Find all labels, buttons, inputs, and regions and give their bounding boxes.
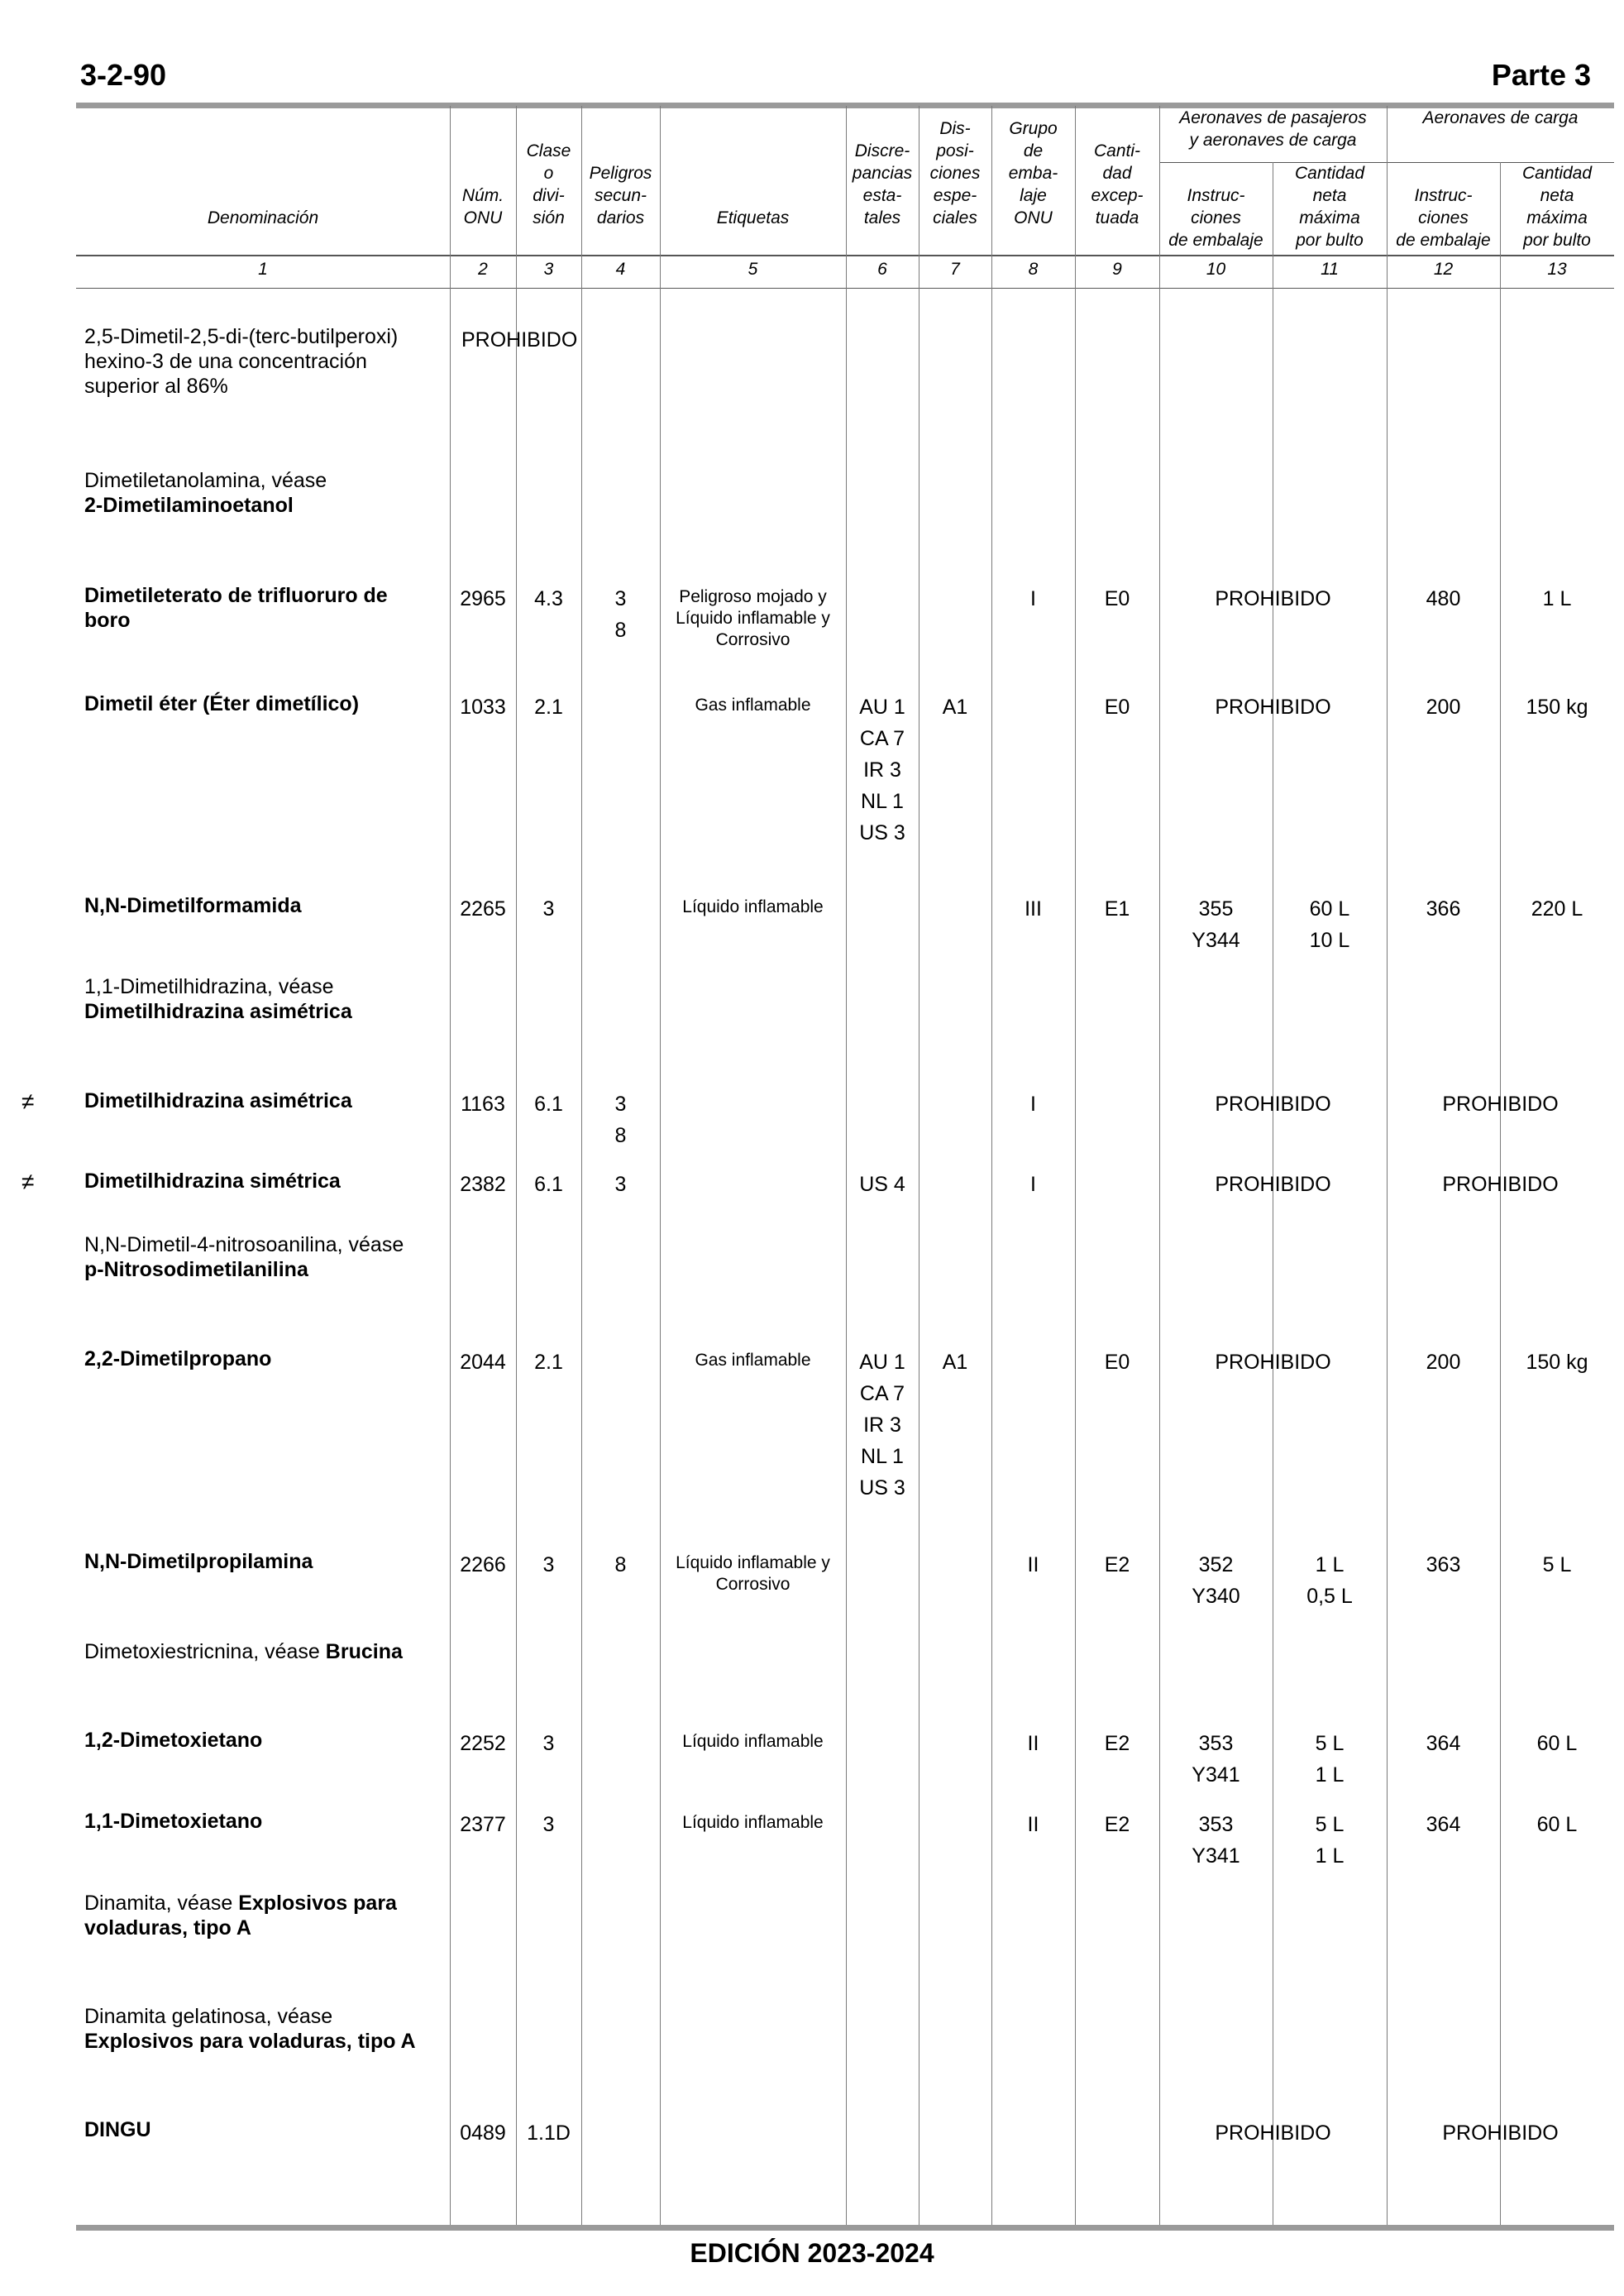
substance-name: Dimetil éter (Éter dimetílico) — [84, 692, 360, 715]
state-variations: AU 1 CA 7 IR 3 NL 1 US 3 — [859, 1351, 905, 1500]
substance-name: DINGU — [84, 2118, 151, 2141]
pax-prohibited: PROHIBIDO — [1215, 1173, 1331, 1196]
header-clase: Clase o divi- sión — [526, 141, 571, 227]
pax-instruction: 353 Y341 — [1192, 1732, 1240, 1787]
hazard-labels: Líquido inflamable y Corrosivo — [676, 1553, 830, 1594]
special-provisions: A1 — [942, 696, 968, 719]
hazard-labels: Gas inflamable — [695, 1351, 811, 1370]
un-number: 2382 — [460, 1173, 506, 1196]
substance-name: 1,1-Dimetoxietano — [84, 1810, 263, 1833]
pax-prohibited: PROHIBIDO — [1215, 696, 1331, 719]
substance-name: Dimetileterato de trifluoruro de boro — [84, 584, 388, 632]
pax-prohibited: PROHIBIDO — [1215, 1093, 1331, 1116]
packing-group: II — [1027, 1813, 1039, 1836]
un-number: 2044 — [460, 1351, 506, 1374]
un-number: 2252 — [460, 1732, 506, 1755]
cargo-instruction: 364 — [1426, 1732, 1461, 1755]
substance-name: 1,2-Dimetoxietano — [84, 1729, 263, 1752]
substance-name: N,N-Dimetilpropilamina — [84, 1550, 313, 1573]
class: 6.1 — [534, 1173, 563, 1196]
header-rule — [76, 255, 1614, 256]
class: 4.3 — [534, 587, 563, 610]
cargo-quantity: 60 L — [1536, 1813, 1578, 1836]
cargo-quantity: 150 kg — [1526, 1351, 1588, 1374]
change-mark: ≠ — [21, 1169, 35, 1194]
pax-instruction: 355 Y344 — [1192, 897, 1240, 952]
cross-reference: Dimetoxiestricnina, véase Brucina — [84, 1640, 403, 1663]
un-number: 1163 — [461, 1093, 505, 1116]
header-grupo: Grupo de emba- laje ONU — [1008, 119, 1058, 227]
header-etiquetas: Etiquetas — [716, 208, 790, 227]
part-title: Parte 3 — [1491, 58, 1591, 92]
substance-name: 2,5-Dimetil-2,5-di-(terc-butilperoxi) hexino-3 de una concentración superior al 86% — [84, 325, 399, 398]
hazard-labels: Líquido inflamable — [682, 897, 824, 916]
subsidiary-hazard: 3 8 — [614, 1093, 627, 1147]
class: 3 — [542, 897, 555, 921]
header-cantidad-cargo: Cantidad neta máxima por bulto — [1521, 164, 1593, 250]
pax-instruction: 352 Y340 — [1192, 1553, 1240, 1608]
cargo-prohibited: PROHIBIDO — [1442, 1093, 1559, 1116]
header-cantidad-pax: Cantidad neta máxima por bulto — [1294, 164, 1365, 250]
page-number: 3-2-90 — [80, 58, 167, 92]
subsidiary-hazard: 8 — [614, 1553, 627, 1576]
class: 3 — [542, 1813, 555, 1836]
header-pasajeros-group: Aeronaves de pasajeros y aeronaves de carga — [1179, 108, 1367, 150]
pax-quantity: 5 L 1 L — [1315, 1732, 1345, 1787]
cargo-instruction: 366 — [1426, 897, 1461, 921]
substance-name: 2,2-Dimetilpropano — [84, 1347, 272, 1370]
cross-reference: N,N-Dimetil-4-nitrosoanilina, véase p-Nitrosodimetilanilina — [84, 1233, 404, 1281]
cargo-instruction: 200 — [1426, 696, 1461, 719]
header-discrepancias: Discre- pancias esta- tales — [852, 141, 913, 227]
packing-group: II — [1027, 1732, 1039, 1755]
bottom-rule — [76, 2225, 1614, 2231]
colnum-rule — [76, 288, 1614, 289]
hazard-labels: Gas inflamable — [695, 696, 811, 715]
cargo-instruction: 363 — [1426, 1553, 1461, 1576]
cargo-instruction: 364 — [1426, 1813, 1461, 1836]
cargo-instruction: 200 — [1426, 1351, 1461, 1374]
header-instrucciones-pax: Instruc- ciones de embalaje — [1168, 186, 1263, 250]
packing-group: I — [1030, 587, 1036, 610]
header-instrucciones-cargo: Instruc- ciones de embalaje — [1396, 186, 1491, 250]
excepted-quantity: E2 — [1104, 1553, 1130, 1576]
header-disposiciones: Dis- posi- ciones espe- ciales — [929, 119, 981, 227]
special-provisions: A1 — [942, 1351, 968, 1374]
packing-group: II — [1027, 1553, 1039, 1576]
excepted-quantity: E0 — [1104, 1351, 1130, 1374]
packing-group: I — [1030, 1173, 1036, 1196]
state-variations: AU 1 CA 7 IR 3 NL 1 US 3 — [859, 696, 905, 844]
hazard-labels: Líquido inflamable — [682, 1732, 824, 1751]
change-mark: ≠ — [21, 1088, 35, 1114]
header-carga-group: Aeronaves de carga — [1422, 108, 1579, 127]
cross-reference: Dinamita, véase Explosivos para voladuras, tipo A — [84, 1892, 397, 1940]
class: 1.1D — [527, 2121, 571, 2145]
packing-group: III — [1025, 897, 1042, 921]
cross-reference: Dimetiletanolamina, véase 2-Dimetilaminoetanol — [84, 469, 327, 517]
excepted-quantity: E0 — [1104, 587, 1130, 610]
cargo-instruction: 480 — [1426, 587, 1461, 610]
cargo-prohibited: PROHIBIDO — [1442, 1173, 1559, 1196]
pax-quantity: 5 L 1 L — [1315, 1813, 1345, 1868]
un-number: 2266 — [460, 1553, 506, 1576]
header-peligros: Peligros secun- darios — [589, 164, 652, 227]
class: 3 — [542, 1553, 555, 1576]
subsidiary-hazard: 3 — [614, 1173, 627, 1196]
cargo-quantity: 220 L — [1531, 897, 1583, 921]
prohibited-note: PROHIBIDO — [461, 328, 578, 352]
substance-name: Dimetilhidrazina asimétrica — [84, 1089, 352, 1112]
class: 2.1 — [534, 696, 563, 719]
class: 3 — [542, 1732, 555, 1755]
excepted-quantity: E1 — [1104, 897, 1130, 921]
pax-instruction: 353 Y341 — [1192, 1813, 1240, 1868]
pax-quantity: 1 L 0,5 L — [1306, 1553, 1353, 1608]
substance-name: Dimetilhidrazina simétrica — [84, 1170, 341, 1193]
excepted-quantity: E0 — [1104, 696, 1130, 719]
cargo-prohibited: PROHIBIDO — [1442, 2121, 1559, 2145]
packing-group: I — [1030, 1093, 1036, 1116]
header-num-onu: Núm. ONU — [461, 186, 504, 227]
substance-name: N,N-Dimetilformamida — [84, 894, 302, 917]
cargo-quantity: 60 L — [1536, 1732, 1578, 1755]
pax-prohibited: PROHIBIDO — [1215, 1351, 1331, 1374]
un-number: 1033 — [460, 696, 506, 719]
class: 6.1 — [534, 1093, 563, 1116]
pax-quantity: 60 L 10 L — [1309, 897, 1350, 952]
state-variations: US 4 — [859, 1173, 905, 1196]
excepted-quantity: E2 — [1104, 1813, 1130, 1836]
header-cantidad-exceptuada: Canti- dad excep- tuada — [1091, 141, 1144, 227]
header-denominacion: Denominación — [207, 208, 319, 227]
cargo-quantity: 1 L — [1542, 587, 1572, 610]
cross-reference: Dinamita gelatinosa, véase Explosivos para voladuras, tipo A — [84, 2005, 416, 2053]
subsidiary-hazard: 3 8 — [614, 587, 627, 642]
cross-reference: 1,1-Dimetilhidrazina, véase Dimetilhidrazina asimétrica — [84, 975, 352, 1023]
un-number: 0489 — [460, 2121, 506, 2145]
hazard-labels: Peligroso mojado y Líquido inflamable y Corrosivo — [676, 587, 830, 649]
cargo-quantity: 150 kg — [1526, 696, 1588, 719]
excepted-quantity: E2 — [1104, 1732, 1130, 1755]
cargo-quantity: 5 L — [1542, 1553, 1572, 1576]
un-number: 2965 — [460, 587, 506, 610]
pax-prohibited: PROHIBIDO — [1215, 587, 1331, 610]
hazard-labels: Líquido inflamable — [682, 1813, 824, 1832]
edition-footer: EDICIÓN 2023-2024 — [690, 2238, 934, 2268]
pax-prohibited: PROHIBIDO — [1215, 2121, 1331, 2145]
un-number: 2265 — [460, 897, 506, 921]
class: 2.1 — [534, 1351, 563, 1374]
un-number: 2377 — [460, 1813, 506, 1836]
